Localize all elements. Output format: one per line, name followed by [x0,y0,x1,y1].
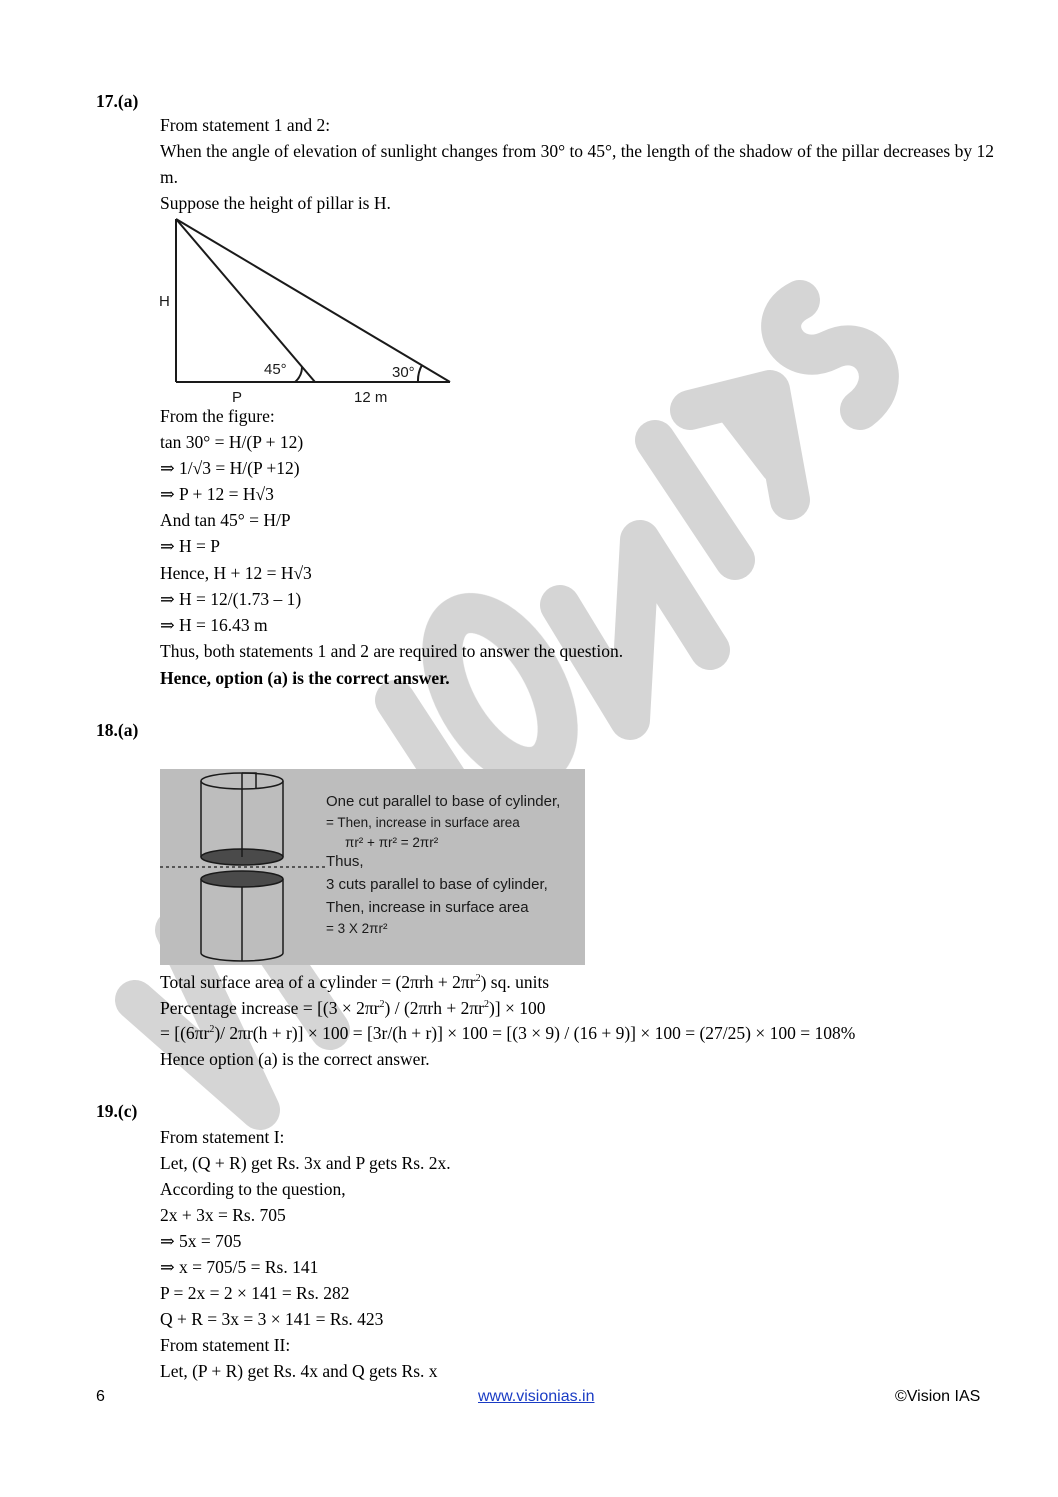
footer-link[interactable] [478,1388,594,1406]
cylinder-note-line: πr² + πr² = 2πr² [345,835,439,850]
q17-text: From statement 1 and 2: [160,115,331,135]
q17-solution-line: From the figure: [160,406,275,426]
label-p: P [232,389,243,406]
label-12m: 12 m [354,389,388,406]
shadow-ray-30 [176,219,450,382]
q17-solution-line: Hence, H + 12 = H√3 [160,563,312,583]
cylinder-note-line: Thus, [326,853,364,870]
q18-total-surface-area: Total surface area of a cylinder = $(2\pi rh + 2\pi r^2)$ sq. units [160,972,550,992]
q17-solution-line: ⇒ H = 12/(1.73 – 1) [160,589,302,609]
q19-line: ⇒ 5x = 705 [160,1231,242,1251]
cylinder-note-line: Then, increase in surface area [326,899,529,916]
q17-text: When the angle of elevation of sunlight changes from 30° to 45°, the length of the shadow of the pillar decreases by 12 m. [160,141,994,187]
question-number-19: 19.(c) [96,1101,138,1121]
q17-solution-line: tan 30° = H/(P + 12) [160,432,304,452]
q17-solution-line: ⇒ P + 12 = H√3 [160,484,274,504]
angle-arc-45 [295,367,302,382]
q19-line: From statement I: [160,1127,285,1147]
q19-line: P = 2x = 2 × 141 = Rs. 282 [160,1283,350,1303]
q17-text: Suppose the height of pillar is H. [160,193,391,213]
copyright: ©Vision IAS [895,1388,981,1405]
q18-percentage-increase: Percentage increase = $[(3 \times 2\pi r^2) / (2\pi rh + 2\pi r^2)] \times 100$ [160,998,546,1018]
q19-line: From statement II: [160,1335,291,1355]
q17-solution-line: ⇒ 1/√3 = H/(P +12) [160,458,300,478]
cylinder-note-line: One cut parallel to base of cylinder, [326,793,561,810]
q19-line: Let, (P + R) get Rs. 4x and Q gets Rs. x [160,1361,438,1381]
q17-answer: Hence, option (a) is the correct answer. [160,668,450,688]
q17-solution-line: Thus, both statements 1 and 2 are required to answer the question. [160,641,624,661]
lower-cylinder-top [201,871,283,887]
question-number-17: 17.(a) [96,91,139,111]
q17-solution-line: And tan 45° = H/P [160,510,291,530]
cylinder-note-line: = Then, increase in surface area [326,815,520,830]
q19-line: 2x + 3x = Rs. 705 [160,1205,286,1225]
cylinder-note-line: = 3 X 2πr² [326,921,388,936]
label-45: 45° [264,361,287,378]
label-h: H [159,293,170,310]
q19-line: ⇒ x = 705/5 = Rs. 141 [160,1257,319,1277]
q19-line: Let, (Q + R) get Rs. 3x and P gets Rs. 2x. [160,1153,451,1173]
angle-arc-30 [418,365,422,382]
page-number: 6 [96,1388,105,1405]
cylinder-note-line: 3 cuts parallel to base of cylinder, [326,876,548,893]
q17-solution-line: ⇒ H = 16.43 m [160,615,268,635]
q18-answer: Hence option (a) is the correct answer. [160,1049,430,1069]
q19-line: Q + R = 3x = 3 × 141 = Rs. 423 [160,1309,384,1329]
pillar-shadow-diagram [152,214,462,408]
q19-line: According to the question, [160,1179,346,1199]
cylinder-cut-figure [160,769,585,965]
shadow-ray-45 [176,219,315,382]
question-number-18: 18.(a) [96,720,139,740]
website-link[interactable]: www.visionias.in [478,1388,595,1405]
q18-calculation: = [$(6\pi r^2)/$ 2πr(h + r)] × 100 = [3r/(h + r)] × 100 = [(3 × 9) / (16 + 9)] × 100 = (27/25) × 100 = 108% [160,1023,856,1043]
label-30: 30° [392,364,415,381]
q17-solution-line: ⇒ H = P [160,536,221,556]
